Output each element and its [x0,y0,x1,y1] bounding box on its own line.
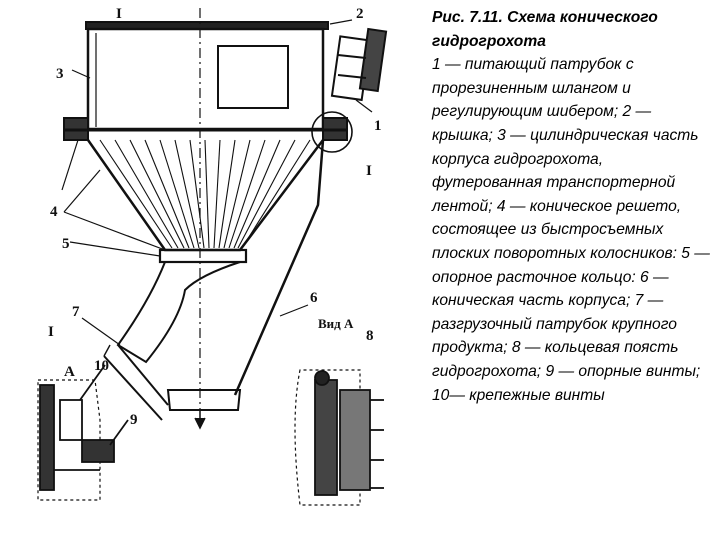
detail-view-left [38,365,128,500]
inspection-window [218,46,288,108]
label-3: 3 [56,66,64,82]
label-2: 2 [356,6,364,22]
conical-body-bottom [168,390,240,410]
label-8: 8 [366,328,374,344]
label-i-top: I [116,6,122,22]
support-ring [160,250,246,262]
screen-grates [100,140,310,248]
outlet-pipe [118,262,240,362]
label-4: 4 [50,204,58,220]
label-a: A [64,364,75,380]
pipe-wall [118,345,168,405]
conical-body [235,140,323,395]
label-9: 9 [130,412,138,428]
feed-pipe [332,29,386,100]
figure-caption [430,6,714,534]
caption-title: Рис. 7.11. Схема конического гидрогрохота [432,9,658,50]
detail-view-right [295,370,384,505]
caption-body: 1 — питающий патрубок с прорезиненным шлангом и регулирующим шибером; 2 — крышка; 3 — цилиндрическая часть корпуса гидрогрохота, футерованная транспортерной лентой; 4 — коническое решето, состоящее из быстросъемных плоских поворотных колосников: 5 — опорное расточное кольцо: 6 — коническая часть корпуса; 7 — разгрузочный патрубок крупного продукта; 8 — кольцевая поясть гидрогрохота; 9 — опорные винты; 10— крепежные винты [432,56,710,404]
label-1: 1 [374,118,382,134]
label-10: 10 [94,358,109,374]
label-5: 5 [62,236,70,252]
label-7: 7 [72,304,80,320]
label-i-side: I [366,163,372,179]
flow-arrows [104,345,205,428]
label-view-a: Вид А [318,316,354,331]
label-6: 6 [310,290,318,306]
label-i-left: I [48,324,54,340]
